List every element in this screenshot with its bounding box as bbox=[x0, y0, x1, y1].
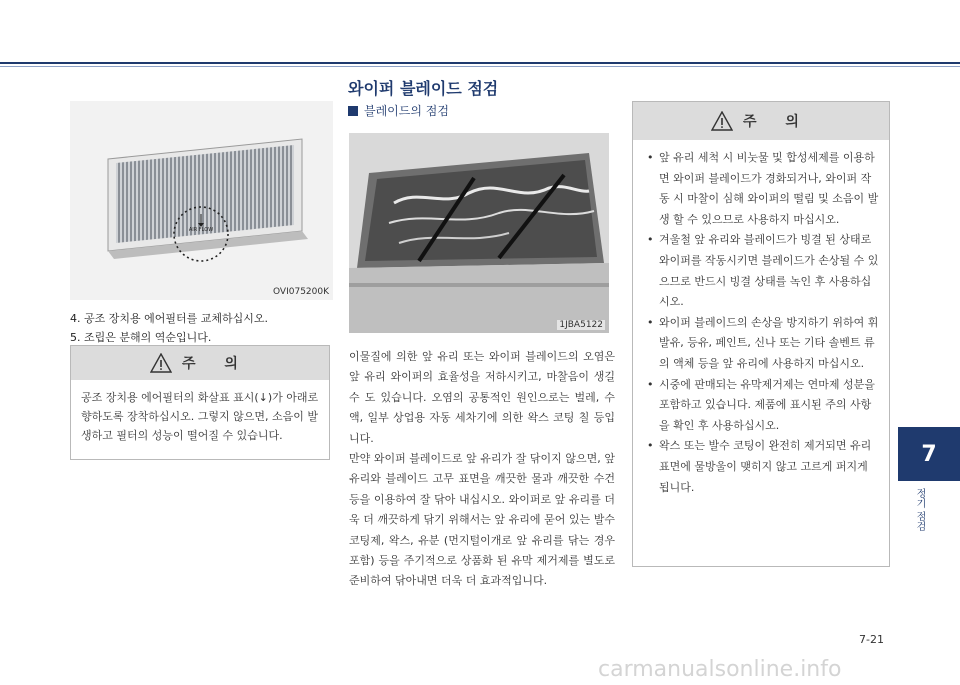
caution-box-left bbox=[70, 345, 330, 460]
air-filter-illustration bbox=[70, 101, 333, 300]
windshield-wiper-illustration bbox=[349, 133, 609, 333]
square-bullet-icon bbox=[348, 106, 358, 116]
paragraph: 만약 와이퍼 블레이드로 앞 유리가 잘 닦이지 않으면, 앞 유리와 블레이드 고무 표면을 깨끗한 물과 깨끗한 수건 등을 이용하여 잘 닦아 내십시오. 와이퍼로 앞 유리를 더욱 더 깨끗하게 닦기 위해서는 앞 유리에 묻어 있는 발수 코팅제, 왁스, 유분 (먼지털이개로 앞 유리를 닦는 경우 포함) 등을 주기적으로 상품화 된 유막 제거제를 별도로 준비하여 닦아내면 더욱 더 효과적입니다. bbox=[349, 452, 615, 588]
warning-icon bbox=[150, 353, 172, 373]
caution-box-right bbox=[632, 101, 890, 567]
top-rule-thin bbox=[0, 66, 960, 67]
image-code: 1JBA5122 bbox=[559, 320, 603, 330]
chapter-tab: 7 bbox=[898, 427, 960, 481]
caution-item: • 겨울철 앞 유리와 블레이드가 빙결 된 상태로 와이퍼를 작동시키면 블레이드가 손상될 수 있으므로 반드시 빙결 상태를 녹인 후 사용하십시오. bbox=[645, 230, 881, 312]
watermark: carmanualsonline.info bbox=[598, 657, 842, 682]
caution-header bbox=[633, 102, 889, 140]
svg-text:AIR FLOW: AIR FLOW bbox=[188, 227, 214, 233]
section-title: 와이퍼 블레이드 점검 bbox=[348, 79, 499, 98]
air-filter-photo bbox=[70, 101, 333, 300]
body-text bbox=[349, 347, 615, 592]
wiper-photo bbox=[349, 133, 609, 333]
top-rule bbox=[0, 62, 960, 64]
caution-title: 주 의 bbox=[743, 114, 811, 130]
caution-item: • 앞 유리 세척 시 비눗물 및 합성세제를 이용하면 와이퍼 블레이드가 경화되거나, 와이퍼 작동 시 마찰이 심해 와이퍼의 떨림 및 소음이 발생 할 수 있으므로 사용하지 마십시오. bbox=[645, 148, 881, 230]
caution-header bbox=[71, 346, 329, 380]
caution-text: 공조 장치용 에어필터의 화살표 표시(↓)가 아래로 향하도록 장착하십시오. 그렇지 않으면, 소음이 발생하고 필터의 성능이 떨어질 수 있습니다. bbox=[81, 391, 319, 442]
step-item: 4. 공조 장치용 에어필터를 교체하십시오. bbox=[70, 312, 268, 325]
step-list bbox=[70, 309, 340, 347]
page-number: 7-21 bbox=[859, 633, 884, 646]
caution-list bbox=[633, 140, 889, 498]
chapter-name: 정기 점검 bbox=[914, 488, 925, 532]
paragraph: 이물질에 의한 앞 유리 또는 와이퍼 블레이드의 오염은 앞 유리 와이퍼의 효율성을 저하시키고, 마찰음이 생길 수 도 있습니다. 오염의 공통적인 원인으로는 벌레, 수액, 일부 상업용 자동 세차기에 의한 왁스 코팅 칠 등입니다. bbox=[349, 350, 615, 445]
image-code: OVI075200K bbox=[273, 287, 329, 297]
step-item: 5. 조립은 분해의 역순입니다. bbox=[70, 331, 212, 344]
caution-item: • 왁스 또는 발수 코팅이 완전히 제거되면 유리표면에 물방울이 맺히지 않고 고르게 퍼지게 됩니다. bbox=[645, 436, 881, 498]
caution-item: • 와이퍼 블레이드의 손상을 방지하기 위하여 휘발유, 등유, 페인트, 신나 또는 기타 솔벤트 류의 액체 등을 앞 유리에 사용하지 마십시오. bbox=[645, 313, 881, 375]
caution-title: 주 의 bbox=[182, 356, 250, 372]
subsection-title-text: 블레이드의 점검 bbox=[364, 104, 449, 118]
caution-item: • 시중에 판매되는 유막제거제는 연마제 성분을 포함하고 있습니다. 제품에 표시된 주의 사항을 확인 후 사용하십시오. bbox=[645, 375, 881, 437]
warning-icon bbox=[711, 111, 733, 131]
subsection-title bbox=[348, 102, 449, 119]
